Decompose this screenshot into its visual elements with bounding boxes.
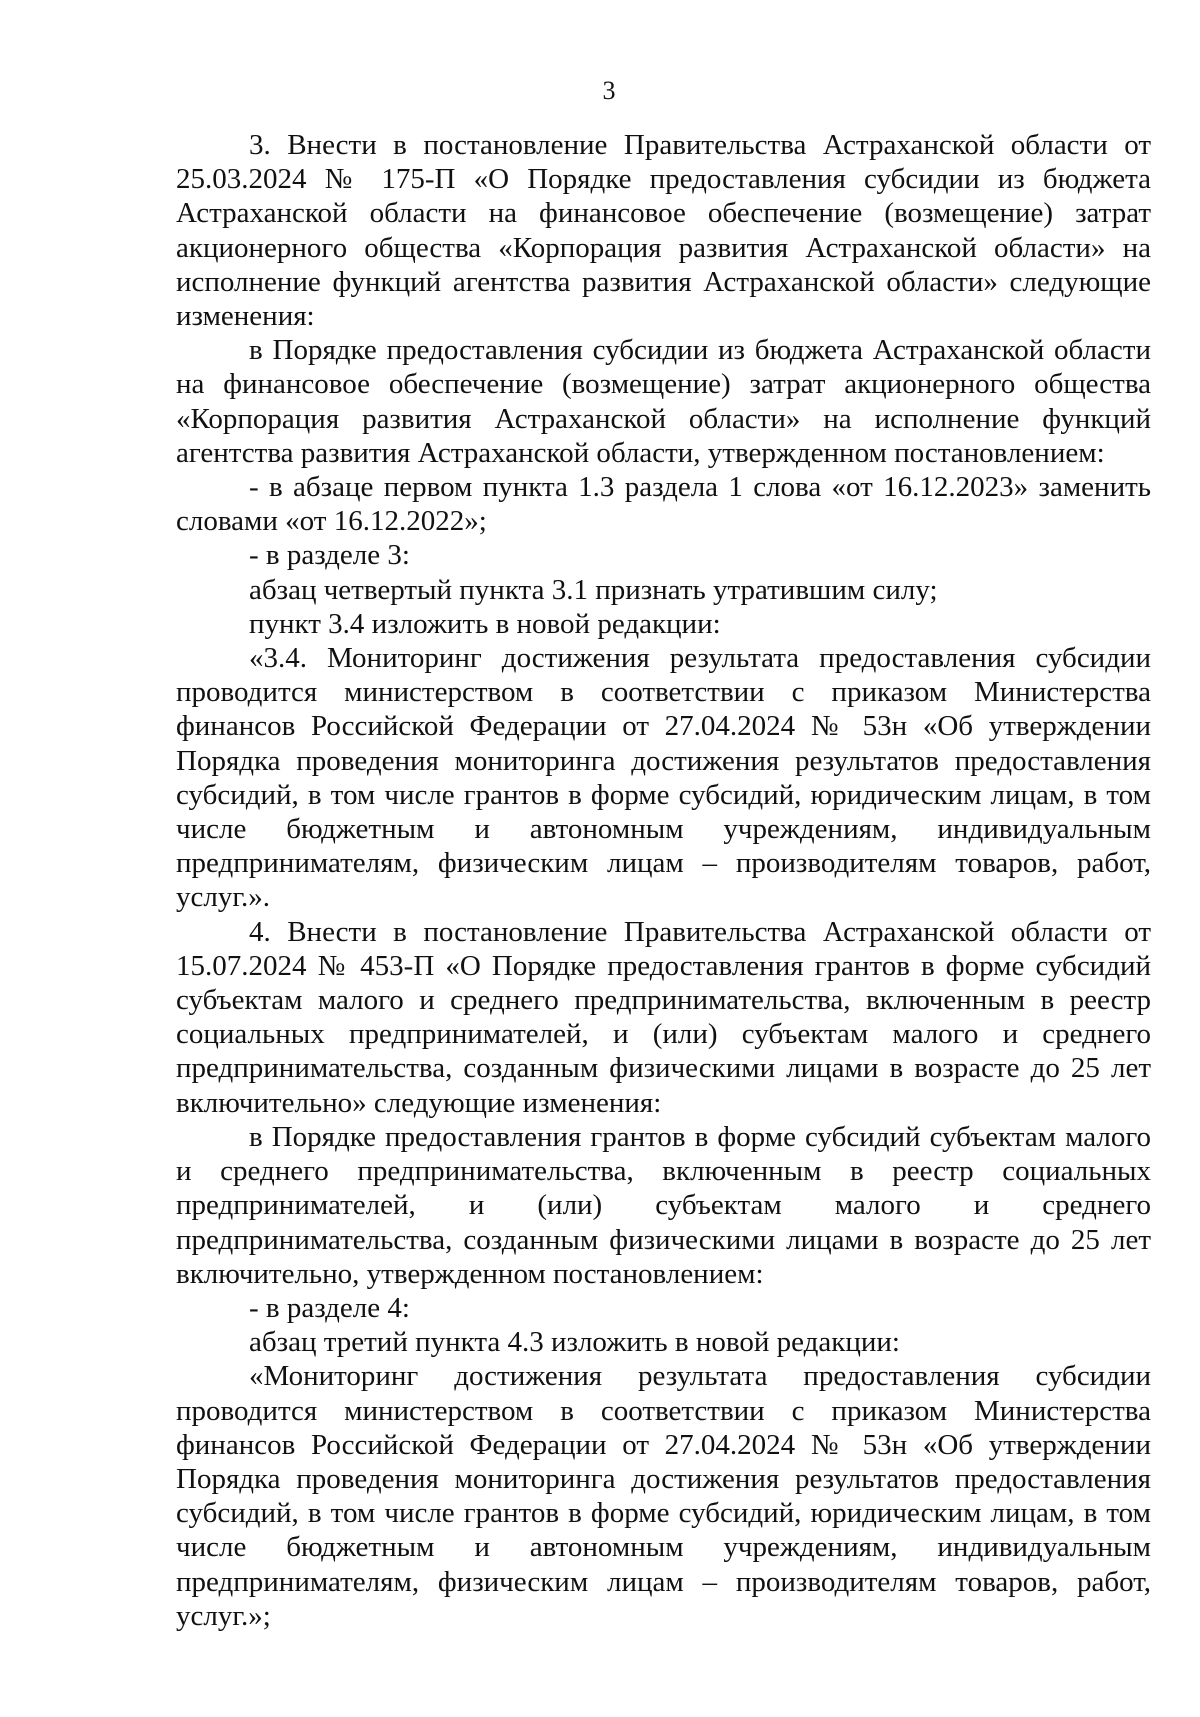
paragraph-item-3: 3. Внести в постановление Правительства Астраханской области от 25.03.2024 № 175-П «О Порядке предоставления субсидии из бюджета Астраханской области на финансовое обеспечение (возмещение) затрат акционерного общества «Корпорация развития Астраханской области» на исполнение функций агентства развития Астраханской области» следующие изменения: bbox=[176, 129, 1151, 333]
document-body bbox=[176, 128, 1151, 1633]
paragraph-amendment-1-3: - в абзаце первом пункта 1.3 раздела 1 слова «от 16.12.2023» заменить словами «от 16.12.2022»; bbox=[176, 471, 1151, 538]
paragraph-clause-4-3: абзац третий пункта 4.3 изложить в новой редакции: bbox=[249, 1326, 900, 1359]
paragraph-grants-intro: в Порядке предоставления грантов в форме субсидий субъектам малого и среднего предпринимательства, включенным в реестр социальных предпринимателей, и (или) субъектам малого и среднего предпринимательства, созданным физическими лицами в возрасте до 25 лет включительно, утвержденном постановлением: bbox=[176, 1120, 1151, 1290]
paragraph-clause-4-3-text: «Мониторинг достижения результата предоставления субсидии проводится министерством в соответствии с приказом Министерства финансов Российской Федерации от 27.04.2024 № 53н «Об утверждении Порядка проведения мониторинга достижения результатов предоставления субсидий, в том числе грантов в форме субсидий, юридическим лицам, в том числе бюджетным и автономным учреждениям, индивидуальным предпринимателям, физическим лицам – производителям товаров, работ, услуг.»; bbox=[176, 1360, 1151, 1632]
paragraph-clause-3-4-text: «3.4. Мониторинг достижения результата предоставления субсидии проводится министерством в соответствии с приказом Министерства финансов Российской Федерации от 27.04.2024 № 53н «Об утверждении Порядка проведения мониторинга достижения результатов предоставления субсидий, в том числе грантов в форме субсидий, юридическим лицам, в том числе бюджетным и автономным учреждениям, индивидуальным предпринимателям, физическим лицам – производителям товаров, работ, услуг.». bbox=[176, 642, 1151, 914]
page-number: 3 bbox=[602, 76, 616, 105]
paragraph-section-4: - в разделе 4: bbox=[249, 1291, 410, 1324]
paragraph-clause-3-4: пункт 3.4 изложить в новой редакции: bbox=[249, 607, 721, 640]
paragraph-item-4: 4. Внести в постановление Правительства Астраханской области от 15.07.2024 № 453-П «О Порядке предоставления грантов в форме субсидий субъектам малого и среднего предпринимательства, включенным в реестр социальных предпринимателей, и (или) субъектам малого и среднего предпринимательства, созданным физическими лицами в возрасте до 25 лет включительно» следующие изменения: bbox=[176, 915, 1151, 1119]
paragraph-section-3: - в разделе 3: bbox=[249, 539, 410, 572]
paragraph-clause-3-1: абзац четвертый пункта 3.1 признать утратившим силу; bbox=[249, 573, 938, 606]
paragraph-amendment-intro: в Порядке предоставления субсидии из бюджета Астраханской области на финансовое обеспечение (возмещение) затрат акционерного общества «Корпорация развития Астраханской области» на исполнение функций агентства развития Астраханской области, утвержденном постановлением: bbox=[176, 334, 1151, 469]
